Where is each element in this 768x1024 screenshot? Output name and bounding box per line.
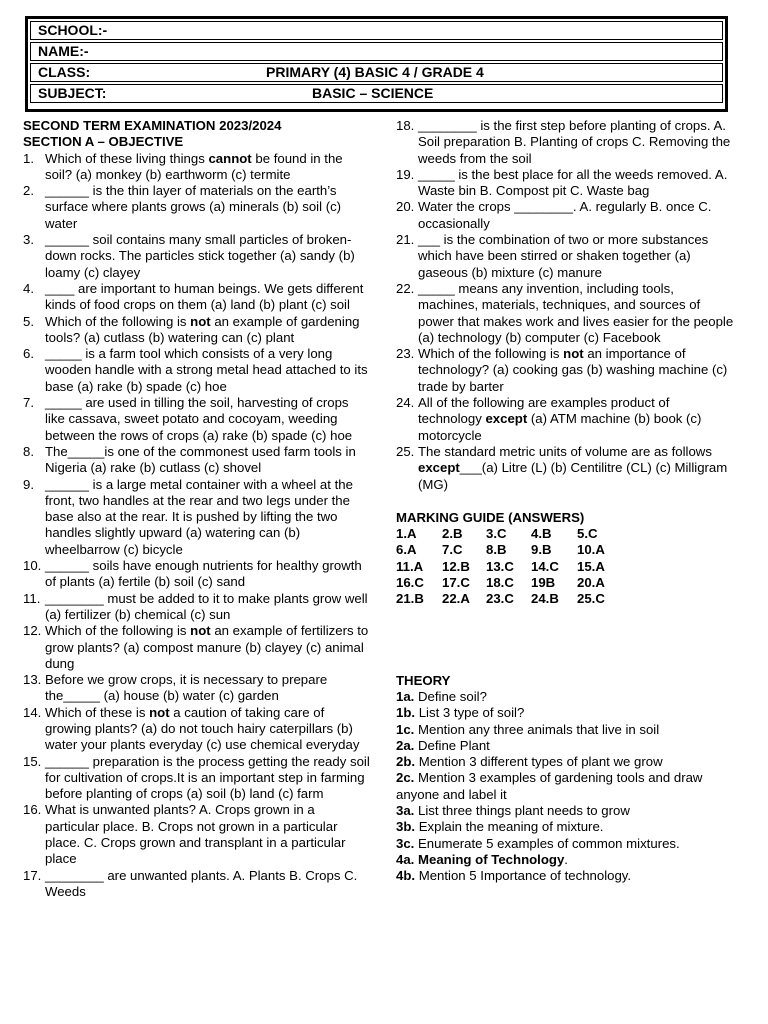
question-emphasis: except (418, 460, 460, 476)
theory-text: Define Plant (414, 737, 490, 753)
question-number: 19. (396, 166, 415, 182)
question-number: 25. (396, 443, 415, 459)
theory-question (396, 689, 736, 705)
question-number: 7. (23, 395, 34, 411)
answer-cell: 3.C (486, 526, 507, 542)
answer-cell: 6.A (396, 542, 417, 558)
question-text-tail: be found in the soil? (a) monkey (b) earthworm (c) termite (45, 150, 343, 182)
answer-cell: 18.C (486, 575, 514, 591)
question-emphasis: except (485, 411, 528, 427)
question-emphasis: cannot (208, 150, 252, 166)
question-text: _____ is the best place for all the weeds removed. A. Waste bin B. Compost pit C. Waste bag (418, 166, 728, 199)
theory-text: Mention any three animals that live in soil (414, 721, 660, 737)
question-text: All of the following are examples product of technology (418, 395, 670, 427)
question-item (23, 623, 371, 672)
question-list-left (23, 151, 371, 901)
question-emphasis: not (190, 313, 211, 329)
question-number: 20. (396, 199, 415, 215)
answer-cell: 4.B (531, 526, 552, 542)
left-column (23, 118, 371, 900)
answer-cell: 8.B (486, 542, 507, 558)
name-row (30, 42, 723, 61)
theory-question (396, 738, 736, 754)
theory-question (396, 722, 736, 738)
theory-text: Mention 3 different types of plant we grow (415, 754, 663, 770)
question-number: 13. (23, 672, 42, 688)
theory-number: 3a. (396, 802, 415, 818)
answer-cell: 2.B (442, 526, 463, 542)
question-item (23, 314, 371, 347)
question-number: 4. (23, 280, 34, 296)
answer-cell: 20.A (577, 575, 605, 591)
question-number: 18. (396, 118, 415, 133)
question-emphasis: not (190, 623, 211, 639)
question-item (23, 754, 371, 803)
answer-cell: 7.C (442, 542, 463, 558)
question-number: 24. (396, 395, 415, 411)
question-number: 9. (23, 476, 34, 492)
theory-text: Mention 3 examples of gardening tools and draw anyone and label it (396, 770, 703, 802)
theory-question (396, 803, 736, 819)
answer-cell: 17.C (442, 575, 470, 591)
question-item (23, 558, 371, 591)
question-text: ____ are important to human beings. We gets different kinds of food crops on them (a) land (b) plant (c) soil (45, 280, 364, 313)
question-text: ______ soils have enough nutrients for healthy growth of plants (a) fertile (b) soil (c) sand (45, 558, 362, 590)
question-text-tail: (a) ATM machine (b) book (c) motorcycle (418, 411, 702, 443)
question-number: 10. (23, 558, 42, 574)
question-item (23, 802, 371, 867)
subject-row (30, 84, 723, 103)
theory-title: THEORY (396, 672, 451, 688)
exam-title: SECOND TERM EXAMINATION 2023/2024 (23, 118, 282, 133)
question-number: 8. (23, 443, 34, 459)
answer-row (396, 591, 617, 607)
question-text: Which of these is (45, 704, 150, 720)
answer-cell: 16.C (396, 575, 424, 591)
theory-text: List 3 type of soil? (415, 705, 525, 721)
question-emphasis: not (563, 346, 584, 362)
question-text: Before we grow crops, it is necessary to prepare the_____ (a) house (b) water (c) garden (45, 672, 328, 704)
question-text: ______ is the thin layer of materials on the earth’s surface where plants grows (a) minerals (b) soil (c) water (45, 183, 342, 231)
question-text: ______ soil contains many small particles of broken-down rocks. The particles stick together (a) sandy (b) loamy (c) clayey (45, 232, 355, 280)
question-text: _____ means any invention, including tools, machines, materials, techniques, and sources of power that makes work and lives easier for the people (a) technology (b) computer (c) Facebook (418, 280, 734, 345)
theory-number: 2b. (396, 754, 416, 770)
question-text: _____ are used in tilling the soil, harvesting of crops like cassava, sweet potato and cocoyam, weeding between the rows of crops (a) rake (b) spade (c) hoe (45, 395, 353, 443)
question-text: Which of these living things (45, 150, 209, 166)
theory-number: 2c. (396, 770, 415, 786)
theory-text-tail: . (564, 851, 568, 867)
answer-cell: 14.C (531, 558, 559, 574)
question-number: 12. (23, 623, 42, 639)
question-text-tail: an importance of technology? (a) cooking gas (b) washing machine (c) trade by barter (418, 346, 728, 394)
question-list-right (396, 118, 736, 493)
theory-text: Enumerate 5 examples of common mixtures. (414, 835, 680, 851)
question-item (396, 118, 736, 167)
theory-text: Explain the meaning of mixture. (415, 819, 604, 835)
question-item (23, 705, 371, 754)
question-text: Which of the following is (45, 313, 191, 329)
question-text: Which of the following is (418, 346, 564, 362)
theory-question (396, 852, 736, 868)
theory-text: List three things plant needs to grow (414, 802, 630, 818)
theory-question (396, 868, 736, 884)
theory-text: Define soil? (414, 688, 487, 704)
theory-number: 3c. (396, 835, 415, 851)
theory-text: Meaning of Technology (414, 851, 565, 867)
class-row (30, 63, 723, 82)
question-item (396, 346, 736, 395)
theory-number: 1c. (396, 721, 415, 737)
answer-cell: 25.C (577, 591, 605, 607)
question-text: ___ is the combination of two or more substances which have been stirred or shaken together (a) gaseous (b) mixture (c) manure (418, 232, 709, 280)
question-text: Water the crops ________. A. regularly B. once C. occasionally (418, 199, 712, 231)
question-item (23, 183, 371, 232)
answer-row (396, 575, 617, 591)
question-item (396, 395, 736, 444)
question-text: ______ preparation is the process getting the ready soil for cultivation of crops.It is an important step in farming before planting of crops (a) soil (b) land (c) farm (45, 753, 370, 802)
question-number: 14. (23, 704, 42, 720)
answer-cell: 19B (531, 575, 556, 591)
answer-cell: 12.B (442, 558, 470, 574)
question-item (23, 151, 371, 184)
theory-number: 1b. (396, 705, 416, 721)
question-number: 3. (23, 232, 34, 248)
answer-row (396, 542, 617, 558)
school-label: SCHOOL:- (38, 22, 108, 38)
answer-cell: 23.C (486, 591, 514, 607)
question-text-tail: an example of gardening tools? (a) cutlass (b) watering can (c) plant (45, 313, 360, 345)
question-text: ________ are unwanted plants. A. Plants B. Crops C. Weeds (45, 867, 358, 899)
question-number: 11. (23, 590, 41, 606)
question-text: _____ is a farm tool which consists of a very long wooden handle with a strong metal head attached to its base (a) rake (b) spade (c) hoe (45, 346, 368, 394)
question-item (23, 672, 371, 705)
answer-table (396, 526, 617, 607)
theory-question (396, 754, 736, 770)
right-column (396, 118, 736, 884)
answer-row (396, 559, 617, 575)
marking-guide-title: MARKING GUIDE (ANSWERS) (396, 509, 585, 525)
answer-cell: 21.B (396, 591, 424, 607)
answer-cell: 10.A (577, 542, 605, 558)
question-text: What is unwanted plants? A. Crops grown in a particular place. B. Crops not grown in a particular place. C. Crops grown and transplant in a particular place (45, 802, 346, 867)
question-number: 2. (23, 183, 34, 199)
question-number: 22. (396, 280, 415, 296)
question-item (396, 281, 736, 346)
header-box (25, 16, 728, 112)
question-text-tail: ___(a) Litre (L) (b) Centilitre (CL) (c) Milligram (MG) (418, 460, 728, 492)
question-number: 6. (23, 346, 34, 362)
answer-cell: 1.A (396, 526, 417, 542)
theory-question (396, 836, 736, 852)
question-item (23, 395, 371, 444)
question-text-tail: a caution of taking care of growing plants? (a) do not touch hairy caterpillars (b) water your plants everyday (c) use chemical everyday (45, 704, 360, 753)
question-item (23, 444, 371, 477)
question-text: The_____is one of the commonest used farm tools in Nigeria (a) rake (b) cutlass (c) shovel (45, 443, 356, 476)
theory-number: 4b. (396, 868, 416, 884)
theory-question (396, 819, 736, 835)
theory-number: 3b. (396, 819, 416, 835)
answer-cell: 15.A (577, 558, 605, 574)
question-text: Which of the following is (45, 623, 191, 639)
question-item (396, 444, 736, 493)
question-item (23, 591, 371, 624)
theory-question (396, 705, 736, 721)
theory-number: 1a. (396, 688, 415, 704)
question-text: ______ is a large metal container with a wheel at the front, two handles at the rear and two legs under the base also at the rear. It is pushed by lifting the two handles slightly upward (a) watering can (b) wheelbarrow (c) bicycle (45, 476, 353, 557)
section-title: SECTION A – OBJECTIVE (23, 134, 184, 150)
answer-cell: 9.B (531, 542, 552, 558)
question-item (23, 477, 371, 558)
theory-number: 2a. (396, 737, 415, 753)
question-number: 15. (23, 753, 42, 769)
theory-question (396, 770, 736, 803)
question-text: ________ must be added to it to make plants grow well (a) fertilizer (b) chemical (c) sun (45, 590, 368, 622)
answer-cell: 5.C (577, 526, 598, 542)
answer-row (396, 526, 617, 542)
answer-cell: 24.B (531, 591, 559, 607)
question-number: 16. (23, 802, 42, 818)
question-number: 21. (396, 232, 415, 248)
question-number: 17. (23, 867, 42, 883)
question-item (396, 167, 736, 200)
question-item (396, 232, 736, 281)
question-item (23, 232, 371, 281)
question-number: 1. (23, 150, 34, 166)
question-item (23, 281, 371, 314)
class-value: PRIMARY (4) BASIC 4 / GRADE 4 (266, 64, 484, 80)
theory-number: 4a. (396, 851, 415, 867)
subject-label: SUBJECT: (38, 85, 107, 101)
question-item (23, 346, 371, 395)
question-item (23, 868, 371, 901)
answer-cell: 13.C (486, 558, 514, 574)
answer-cell: 22.A (442, 591, 470, 607)
answer-cell: 11.A (396, 558, 424, 574)
question-text-tail: an example of fertilizers to grow plants? (a) compost manure (b) clayey (c) animal dung (45, 623, 369, 671)
question-number: 23. (396, 346, 415, 362)
name-label: NAME:- (38, 43, 89, 59)
subject-value: BASIC – SCIENCE (312, 85, 434, 101)
question-item (396, 199, 736, 232)
question-number: 5. (23, 313, 34, 329)
question-text: ________ is the first step before planting of crops. A. Soil preparation B. Planting of crops C. Removing the weeds from the soil (418, 118, 731, 166)
class-label: CLASS: (38, 64, 91, 80)
school-row (30, 21, 723, 40)
theory-text: Mention 5 Importance of technology. (415, 868, 632, 884)
question-emphasis: not (149, 704, 170, 720)
question-text: The standard metric units of volume are as follows (418, 443, 712, 459)
